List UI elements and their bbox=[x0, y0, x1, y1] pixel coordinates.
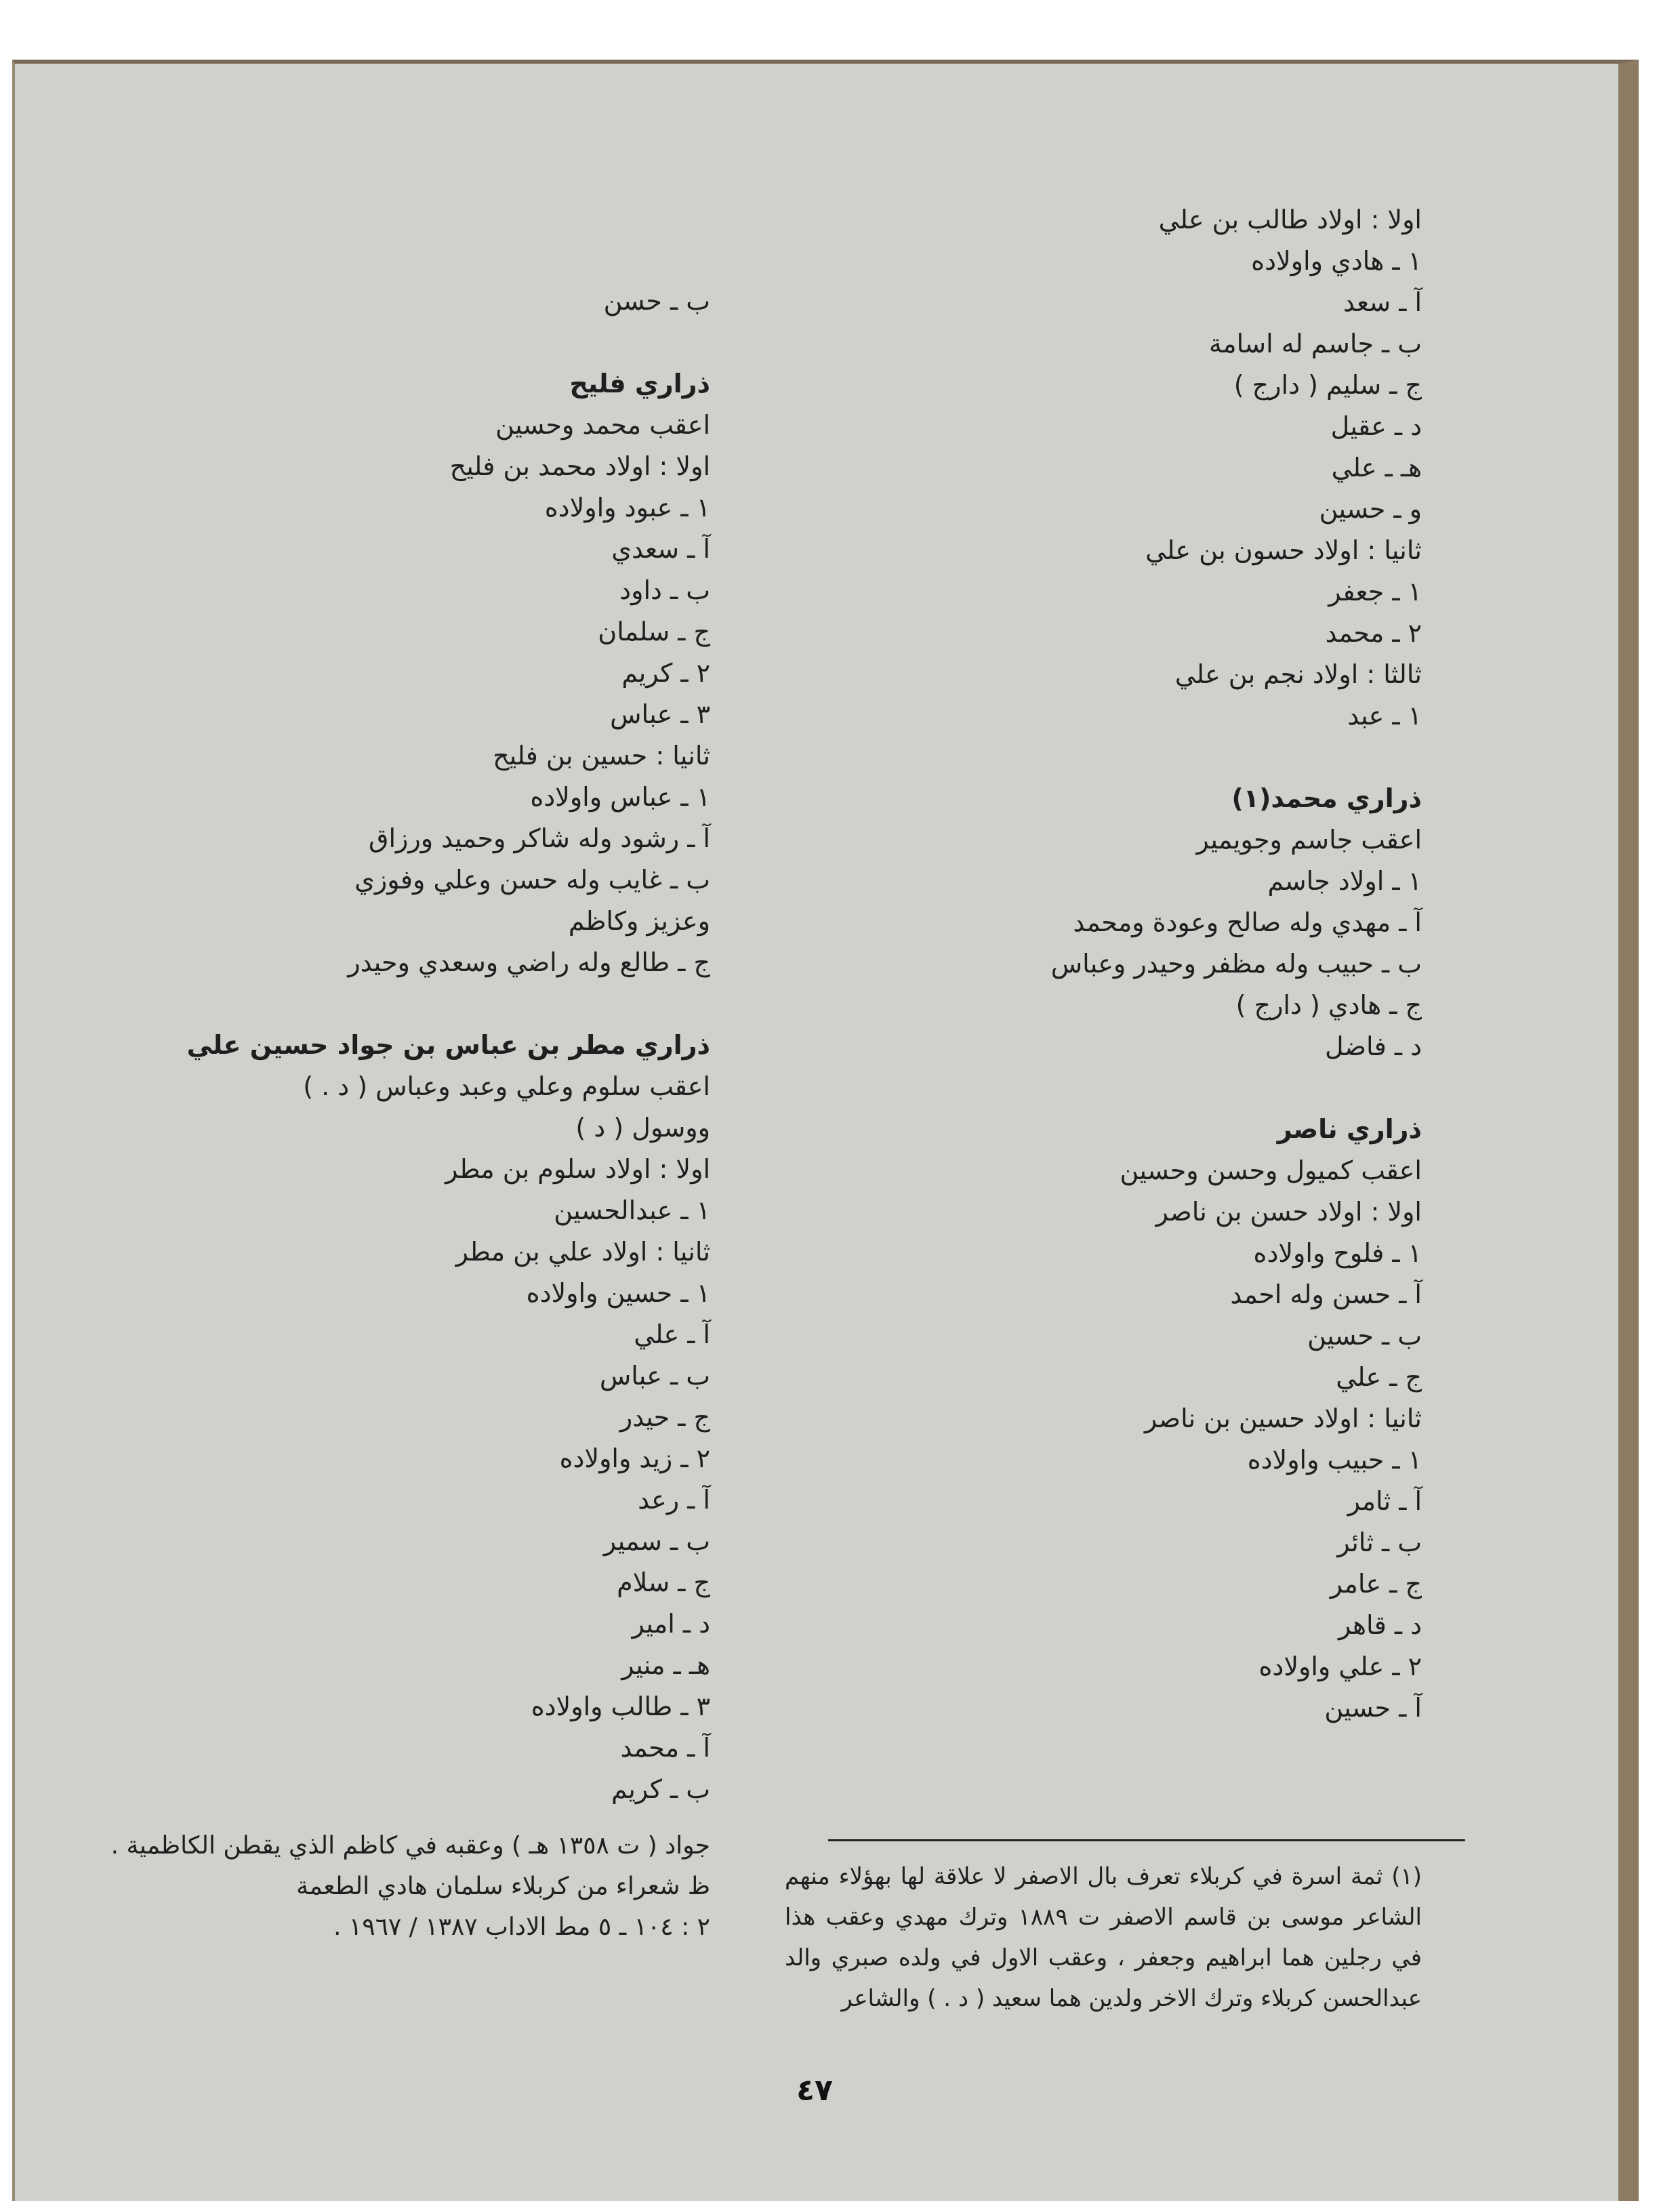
blank-line bbox=[717, 1067, 1422, 1109]
right-column-line: اولا : اولاد طالب بن علي bbox=[1158, 205, 1422, 234]
right-column-line: هـ ـ علي bbox=[1331, 453, 1422, 483]
footnote-rule bbox=[828, 1839, 1465, 1841]
left-column-line: ووسول ( د ) bbox=[575, 1113, 710, 1143]
right-column-line: ج ـ عامر bbox=[1330, 1569, 1422, 1599]
left-column-line: آ ـ علي bbox=[634, 1319, 710, 1349]
right-column-line: آ ـ مهدي وله صالح وعودة ومحمد bbox=[1073, 907, 1422, 937]
right-column-line: د ـ عقيل bbox=[1330, 411, 1422, 441]
left-column-line: آ ـ رعد bbox=[638, 1485, 710, 1515]
right-column-line: ١ ـ اولاد جاسم bbox=[1267, 866, 1422, 896]
right-column-line: ثانيا : اولاد حسين بن ناصر bbox=[1144, 1404, 1422, 1433]
left-column-line: اعقب محمد وحسين bbox=[495, 410, 710, 440]
left-column-line: ١ ـ عبود واولاده bbox=[544, 493, 710, 523]
left-column-line: آ ـ سعدي bbox=[611, 534, 710, 564]
left-column-line: د ـ امير bbox=[632, 1609, 710, 1639]
right-column-line: د ـ قاهر bbox=[1338, 1610, 1422, 1640]
right-column-line: آ ـ سعد bbox=[1343, 287, 1422, 317]
left-foot-line: ظ شعراء من كربلاء سلمان هادي الطعمة bbox=[296, 1872, 710, 1900]
left-column-line: وعزيز وكاظم bbox=[568, 906, 710, 936]
right-column-line: ١ ـ هادي واولاده bbox=[1251, 246, 1422, 276]
right-column-line: د ـ فاضل bbox=[1324, 1031, 1422, 1061]
left-column-line: ب ـ غايب وله حسن وعلي وفوزي bbox=[354, 865, 710, 895]
left-column-line: ج ـ سلمان bbox=[598, 617, 710, 647]
left-column-line: ٢ ـ زيد واولاده bbox=[559, 1443, 710, 1473]
right-column-line: ب ـ حبيب وله مظفر وحيدر وعباس bbox=[1050, 949, 1422, 979]
right-column-line: آ ـ ثامر bbox=[1347, 1486, 1422, 1516]
left-column-line: ب ـ عباس bbox=[599, 1361, 710, 1391]
left-column-line: ب ـ كريم bbox=[611, 1774, 710, 1804]
right-column-line: ذراري ناصر bbox=[1277, 1114, 1422, 1144]
right-column-line: اولا : اولاد حسن بن ناصر bbox=[1155, 1197, 1422, 1227]
book-page bbox=[12, 60, 1639, 2201]
right-column-line: ١ ـ حبيب واولاده bbox=[1247, 1445, 1422, 1475]
right-column-line: ١ ـ عبد bbox=[1347, 701, 1422, 731]
right-column-line: ب ـ حسين bbox=[1307, 1321, 1422, 1351]
right-column-line: ١ ـ جعفر bbox=[1328, 577, 1422, 607]
left-column bbox=[33, 281, 710, 1810]
left-column-line: ٣ ـ عباس bbox=[610, 699, 710, 729]
left-column-line: ٢ ـ كريم bbox=[621, 658, 710, 688]
right-column-line: ج ـ هادي ( دارج ) bbox=[1235, 990, 1422, 1020]
right-column-line: ب ـ جاسم له اسامة bbox=[1208, 329, 1422, 359]
right-column-line: آ ـ حسن وله احمد bbox=[1230, 1279, 1422, 1309]
right-column-line: ١ ـ فلوح واولاده bbox=[1253, 1238, 1422, 1268]
left-column-line: اولا : اولاد محمد بن فليح bbox=[449, 451, 710, 481]
blank-line bbox=[717, 737, 1422, 778]
right-column-line: آ ـ حسين bbox=[1324, 1693, 1422, 1723]
left-column-continuation bbox=[33, 1826, 710, 1948]
left-column-line: ب ـ حسن bbox=[603, 286, 710, 316]
left-column-line: ج ـ طالع وله راضي وسعدي وحيدر bbox=[348, 947, 710, 977]
right-column-line: اعقب جاسم وجويمير bbox=[1196, 825, 1422, 855]
left-column-line: ب ـ سمير bbox=[603, 1526, 710, 1556]
left-column-line: آ ـ رشود وله شاكر وحميد ورزاق bbox=[368, 823, 710, 853]
left-column-line: آ ـ محمد bbox=[620, 1733, 710, 1763]
right-column-line: و ـ حسين bbox=[1319, 494, 1422, 524]
right-column-line: اعقب كميول وحسن وحسين bbox=[1120, 1155, 1422, 1185]
left-column-line: ٣ ـ طالب واولاده bbox=[531, 1692, 710, 1721]
footnote: (١) ثمة اسرة في كربلاء تعرف بال الاصفر لا علاقة لها بهؤلاء منهم الشاعر موسى بن قاسم الاصفر ت ١٨٨٩ وترك مهدي وعقب هذا في رجلين هما ابراهيم وجعفر ، وعقب الاول في ولده صبري والد عبدالحسن كربلاء وترك الاخر ولدين هما سعيد ( د . ) والشاعر bbox=[785, 1863, 1422, 2012]
blank-line bbox=[33, 983, 710, 1025]
left-column-line: ١ ـ حسين واولاده bbox=[526, 1278, 710, 1308]
left-column-line: هـ ـ منير bbox=[621, 1650, 710, 1680]
blank-line bbox=[33, 322, 710, 363]
left-foot-line: ٢ : ١٠٤ ـ ٥ مط الاداب ١٣٨٧ / ١٩٦٧ . bbox=[333, 1913, 710, 1941]
left-column-line: ١ ـ عبدالحسين bbox=[554, 1195, 710, 1225]
left-column-line: ب ـ داود bbox=[619, 575, 710, 605]
left-column-line: ثانيا : اولاد علي بن مطر bbox=[455, 1237, 710, 1267]
right-column-line: ٢ ـ علي واولاده bbox=[1258, 1652, 1422, 1681]
right-column bbox=[717, 199, 1422, 1729]
right-column-line: ٢ ـ محمد bbox=[1325, 618, 1422, 648]
left-column-line: اولا : اولاد سلوم بن مطر bbox=[445, 1154, 710, 1184]
right-column-line: ج ـ علي bbox=[1336, 1362, 1422, 1392]
left-foot-line: جواد ( ت ١٣٥٨ هـ ) وعقبه في كاظم الذي يقطن الكاظمية . bbox=[110, 1832, 710, 1860]
left-column-line: ذراري مطر بن عباس بن جواد حسين علي bbox=[186, 1030, 710, 1060]
right-column-line: ثالثا : اولاد نجم بن علي bbox=[1174, 659, 1422, 689]
right-column-line: ب ـ ثائر bbox=[1337, 1528, 1422, 1557]
left-column-line: اعقب سلوم وعلي وعبد وعباس ( د . ) bbox=[303, 1071, 710, 1101]
page-number: ٤٧ bbox=[796, 2073, 833, 2108]
right-column-line: ثانيا : اولاد حسون بن علي bbox=[1145, 535, 1422, 565]
left-column-line: ذراري فليح bbox=[569, 369, 710, 398]
left-column-line: ١ ـ عباس واولاده bbox=[530, 782, 710, 812]
right-column-line: ج ـ سليم ( دارج ) bbox=[1233, 370, 1422, 400]
left-column-line: ثانيا : حسين بن فليح bbox=[493, 741, 710, 771]
left-column-line: ج ـ حيدر bbox=[619, 1402, 710, 1432]
right-column-line: ذراري محمد(١) bbox=[1231, 783, 1422, 813]
left-column-line: ج ـ سلام bbox=[617, 1568, 710, 1597]
